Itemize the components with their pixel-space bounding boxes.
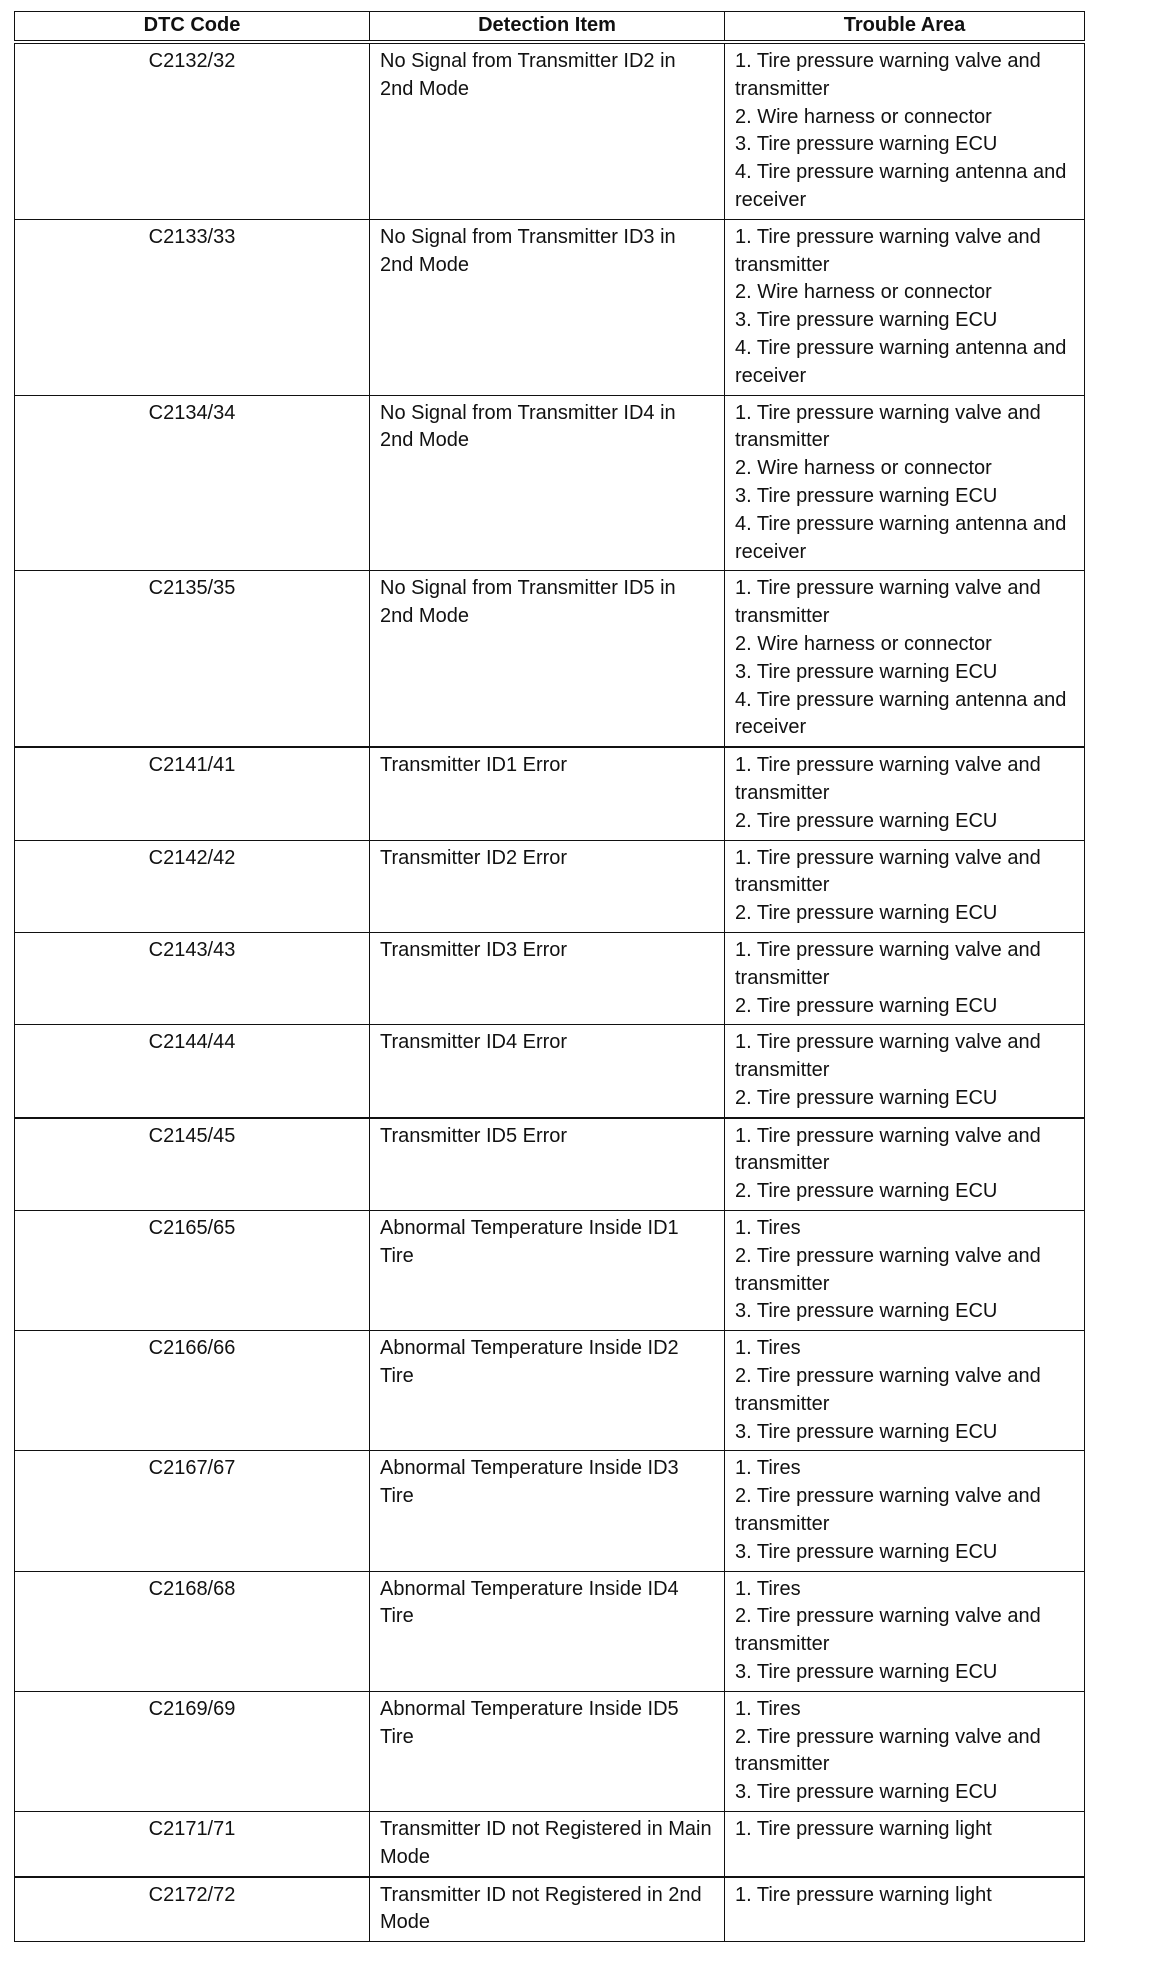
- detection-item-cell: No Signal from Transmitter ID2 in 2nd Mode: [370, 42, 725, 219]
- trouble-area-item: 1. Tire pressure warning valve and transmitter: [735, 50, 1047, 100]
- dtc-code-cell: C2145/45: [15, 1118, 370, 1211]
- detection-item-cell: No Signal from Transmitter ID3 in 2nd Mode: [370, 219, 725, 395]
- dtc-table: [14, 11, 1085, 1942]
- trouble-area-item: 1. Tire pressure warning valve and transmitter: [735, 1124, 1047, 1175]
- trouble-area-item: 2. Tire pressure warning valve and transmitter: [735, 1365, 1047, 1415]
- table-row: [15, 1025, 1085, 1118]
- table-row: [15, 1451, 1085, 1571]
- table-row: [15, 1877, 1085, 1942]
- trouble-area-cell: [725, 747, 1085, 840]
- trouble-area-item: 2. Tire pressure warning ECU: [735, 809, 998, 832]
- trouble-area-item: 1. Tire pressure warning valve and transmitter: [735, 754, 1047, 804]
- trouble-area-item: 2. Tire pressure warning ECU: [735, 902, 998, 925]
- trouble-area-item: 3. Tire pressure warning ECU: [735, 1420, 998, 1443]
- detection-item-cell: Abnormal Temperature Inside ID1 Tire: [370, 1211, 725, 1331]
- trouble-area-item: 2. Tire pressure warning valve and transmitter: [735, 1605, 1047, 1656]
- trouble-area-item: 1. Tires: [735, 1217, 801, 1240]
- detection-item-cell: Abnormal Temperature Inside ID4 Tire: [370, 1571, 725, 1691]
- dtc-code-cell: C2169/69: [15, 1691, 370, 1811]
- trouble-area-item: 3. Tire pressure warning ECU: [735, 1781, 998, 1804]
- dtc-code-cell: C2135/35: [15, 571, 370, 747]
- dtc-code-cell: C2166/66: [15, 1331, 370, 1451]
- dtc-code-cell: C2142/42: [15, 840, 370, 932]
- trouble-area-item: 2. Tire pressure warning valve and transmitter: [735, 1725, 1047, 1776]
- trouble-area-item: 2. Wire harness or connector: [735, 105, 992, 128]
- dtc-code-cell: C2133/33: [15, 219, 370, 395]
- trouble-area-item: 1. Tires: [735, 1337, 801, 1360]
- trouble-area-item: 1. Tires: [735, 1577, 801, 1600]
- dtc-code-cell: C2132/32: [15, 42, 370, 219]
- dtc-code-cell: C2172/72: [15, 1877, 370, 1942]
- table-row: [15, 395, 1085, 571]
- table-row: [15, 1331, 1085, 1451]
- table-row: [15, 1691, 1085, 1811]
- trouble-area-item: 4. Tire pressure warning antenna and receiver: [735, 512, 1072, 563]
- table-row: [15, 747, 1085, 840]
- detection-item-cell: Transmitter ID5 Error: [370, 1118, 725, 1211]
- trouble-area-item: 4. Tire pressure warning antenna and receiver: [735, 688, 1072, 739]
- trouble-area-item: 3. Tire pressure warning ECU: [735, 309, 998, 332]
- trouble-area-cell: [725, 571, 1085, 747]
- table-row: [15, 219, 1085, 395]
- header-dtc-code: DTC Code: [15, 12, 370, 43]
- trouble-area-item: 1. Tires: [735, 1457, 801, 1480]
- detection-item-cell: Transmitter ID3 Error: [370, 932, 725, 1024]
- trouble-area-cell: [725, 1691, 1085, 1811]
- trouble-area-cell: [725, 1331, 1085, 1451]
- trouble-area-item: 3. Tire pressure warning ECU: [735, 1300, 998, 1323]
- trouble-area-item: 2. Tire pressure warning valve and transmitter: [735, 1485, 1047, 1536]
- dtc-code-cell: C2168/68: [15, 1571, 370, 1691]
- trouble-area-item: 3. Tire pressure warning ECU: [735, 1540, 998, 1563]
- detection-item-cell: Abnormal Temperature Inside ID3 Tire: [370, 1451, 725, 1571]
- dtc-code-cell: C2143/43: [15, 932, 370, 1024]
- trouble-area-item: 2. Wire harness or connector: [735, 457, 992, 480]
- trouble-area-item: 2. Wire harness or connector: [735, 281, 992, 304]
- trouble-area-item: 2. Tire pressure warning ECU: [735, 1086, 998, 1109]
- trouble-area-item: 2. Tire pressure warning valve and transmitter: [735, 1244, 1047, 1295]
- dtc-code-cell: C2141/41: [15, 747, 370, 840]
- header-trouble-area: Trouble Area: [725, 12, 1085, 43]
- trouble-area-item: 1. Tires: [735, 1697, 801, 1720]
- trouble-area-item: 1. Tire pressure warning valve and transmitter: [735, 401, 1047, 452]
- table-row: [15, 1211, 1085, 1331]
- trouble-area-cell: [725, 1211, 1085, 1331]
- table-row: [15, 571, 1085, 747]
- table-row: [15, 840, 1085, 932]
- trouble-area-item: 1. Tire pressure warning valve and transmitter: [735, 1031, 1047, 1082]
- trouble-area-item: 1. Tire pressure warning valve and transmitter: [735, 846, 1047, 897]
- trouble-area-item: 1. Tire pressure warning valve and transmitter: [735, 225, 1047, 276]
- dtc-code-cell: C2165/65: [15, 1211, 370, 1331]
- table-body: [15, 42, 1085, 1942]
- header-detection-item: Detection Item: [370, 12, 725, 43]
- detection-item-cell: Abnormal Temperature Inside ID2 Tire: [370, 1331, 725, 1451]
- trouble-area-item: 1. Tire pressure warning light: [735, 1818, 992, 1841]
- trouble-area-item: 1. Tire pressure warning valve and transmitter: [735, 938, 1047, 989]
- detection-item-cell: Abnormal Temperature Inside ID5 Tire: [370, 1691, 725, 1811]
- table-row: [15, 1118, 1085, 1211]
- trouble-area-cell: [725, 840, 1085, 932]
- detection-item-cell: Transmitter ID2 Error: [370, 840, 725, 932]
- trouble-area-cell: [725, 932, 1085, 1024]
- trouble-area-cell: [725, 1118, 1085, 1211]
- trouble-area-item: 1. Tire pressure warning light: [735, 1883, 992, 1906]
- detection-item-cell: No Signal from Transmitter ID5 in 2nd Mode: [370, 571, 725, 747]
- trouble-area-item: 2. Tire pressure warning ECU: [735, 994, 998, 1017]
- dtc-code-cell: C2171/71: [15, 1812, 370, 1877]
- dtc-table-container: [14, 11, 1085, 1942]
- trouble-area-cell: [725, 1025, 1085, 1118]
- table-row: [15, 932, 1085, 1024]
- detection-item-cell: Transmitter ID4 Error: [370, 1025, 725, 1118]
- trouble-area-cell: [725, 42, 1085, 219]
- trouble-area-item: 3. Tire pressure warning ECU: [735, 1661, 998, 1684]
- trouble-area-cell: [725, 1451, 1085, 1571]
- table-row: [15, 1812, 1085, 1877]
- trouble-area-item: 2. Tire pressure warning ECU: [735, 1180, 998, 1203]
- trouble-area-cell: [725, 1812, 1085, 1877]
- trouble-area-item: 1. Tire pressure warning valve and transmitter: [735, 577, 1047, 628]
- table-header-row: [15, 12, 1085, 43]
- detection-item-cell: No Signal from Transmitter ID4 in 2nd Mode: [370, 395, 725, 571]
- detection-item-cell: Transmitter ID1 Error: [370, 747, 725, 840]
- detection-item-cell: Transmitter ID not Registered in 2nd Mode: [370, 1877, 725, 1942]
- table-row: [15, 1571, 1085, 1691]
- trouble-area-item: 3. Tire pressure warning ECU: [735, 484, 998, 507]
- detection-item-cell: Transmitter ID not Registered in Main Mode: [370, 1812, 725, 1877]
- trouble-area-item: 2. Wire harness or connector: [735, 632, 992, 655]
- table-row: [15, 42, 1085, 219]
- dtc-code-cell: C2134/34: [15, 395, 370, 571]
- trouble-area-cell: [725, 1571, 1085, 1691]
- dtc-code-cell: C2167/67: [15, 1451, 370, 1571]
- trouble-area-cell: [725, 395, 1085, 571]
- trouble-area-item: 3. Tire pressure warning ECU: [735, 133, 998, 156]
- trouble-area-item: 3. Tire pressure warning ECU: [735, 660, 998, 683]
- trouble-area-cell: [725, 1877, 1085, 1942]
- trouble-area-cell: [725, 219, 1085, 395]
- dtc-code-cell: C2144/44: [15, 1025, 370, 1118]
- trouble-area-item: 4. Tire pressure warning antenna and receiver: [735, 161, 1072, 211]
- trouble-area-item: 4. Tire pressure warning antenna and receiver: [735, 336, 1072, 387]
